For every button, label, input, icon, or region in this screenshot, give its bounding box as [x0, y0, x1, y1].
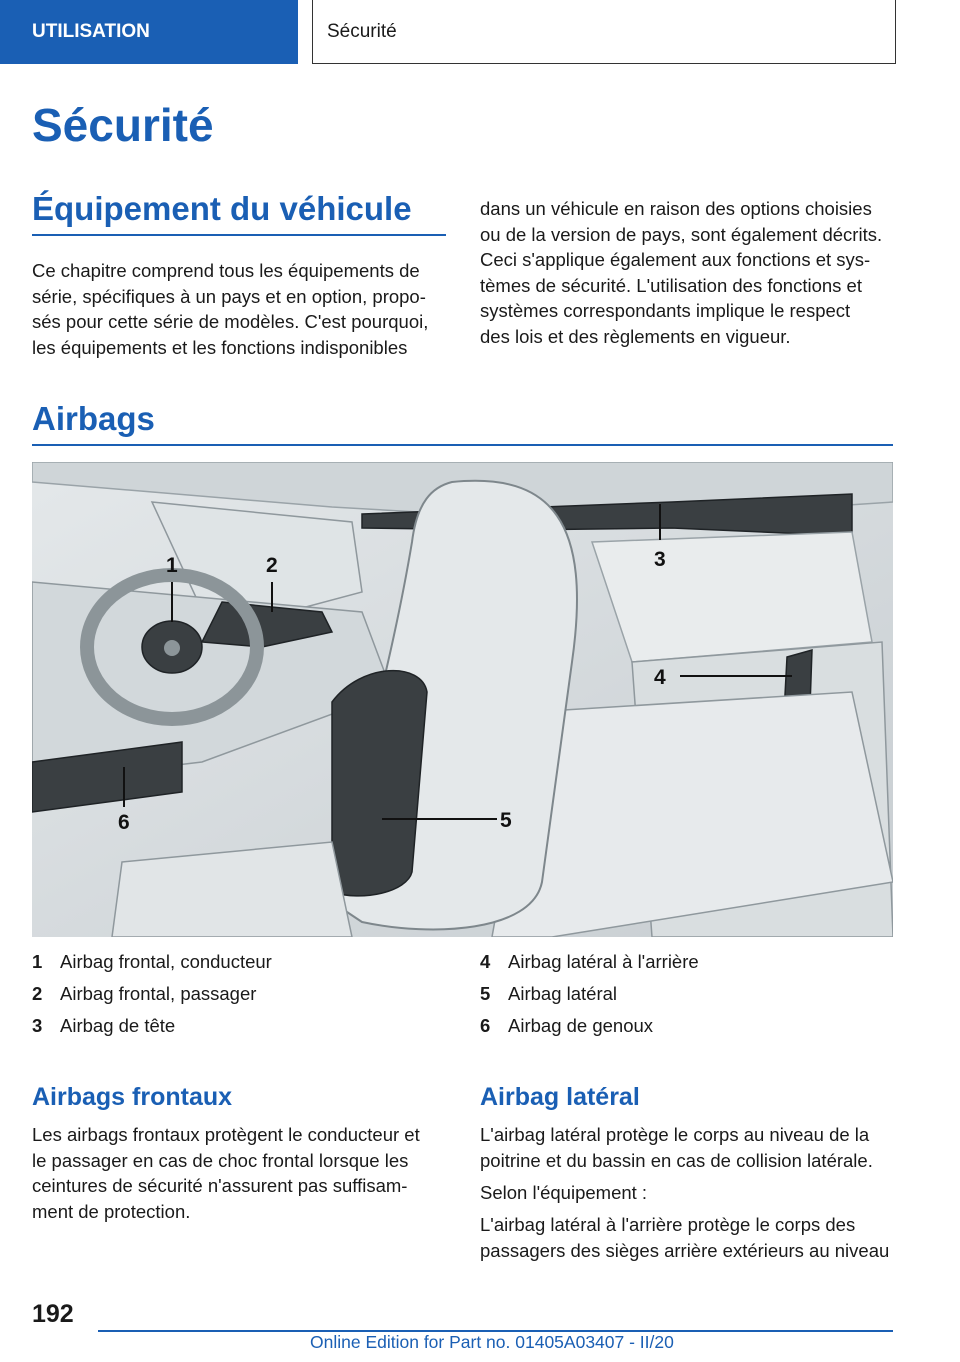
page-title: Sécurité — [32, 99, 214, 151]
equipment-text-right — [480, 196, 882, 349]
lateral-text-2: Selon l'équipement : — [480, 1182, 648, 1203]
airbags-rule — [32, 444, 893, 446]
legend-num: 1 — [32, 951, 43, 972]
lateral-heading: Airbag latéral — [480, 1083, 640, 1111]
line: systèmes correspondants implique le respect — [480, 300, 851, 321]
legend-left — [32, 951, 272, 1047]
line: poitrine et du bassin en cas de collision latérale. — [480, 1149, 873, 1171]
line: série, spécifiques à un pays et en option, propo- — [32, 285, 426, 307]
legend-item — [32, 951, 272, 983]
legend-item — [480, 1015, 699, 1047]
lateral-text-3 — [480, 1212, 889, 1263]
legend-num: 4 — [480, 951, 491, 972]
line: le passager en cas de choc frontal lorsque les — [32, 1149, 409, 1171]
callout-4: 4 — [654, 666, 666, 689]
line: Ce chapitre comprend tous les équipements de — [32, 260, 420, 281]
legend-item — [480, 983, 699, 1015]
line: ment de protection. — [32, 1200, 191, 1222]
line: tèmes de sécurité. L'utilisation des fonctions et — [480, 274, 862, 296]
page-number: 192 — [32, 1300, 74, 1328]
airbags-heading: Airbags — [32, 400, 155, 437]
section-tab — [0, 0, 298, 64]
frontal-heading: Airbags frontaux — [32, 1083, 233, 1111]
line: ou de la version de pays, sont également décrits. — [480, 223, 883, 245]
line: sés pour cette série de modèles. C'est pourquoi, — [32, 311, 429, 332]
callout-1: 1 — [166, 554, 178, 577]
legend-label: Airbag de genoux — [508, 1015, 654, 1036]
chapter-label: Sécurité — [327, 20, 397, 42]
callout-3: 3 — [654, 548, 666, 571]
legend-item — [32, 1015, 272, 1047]
legend-item — [480, 951, 699, 983]
lateral-text-1 — [480, 1122, 873, 1173]
line: L'airbag latéral à l'arrière protège le corps des — [480, 1214, 856, 1235]
legend-right — [480, 951, 699, 1047]
legend-item — [32, 983, 272, 1015]
equipment-rule — [32, 234, 446, 236]
legend-num: 6 — [480, 1015, 491, 1036]
callout-2: 2 — [266, 554, 278, 577]
equipment-heading: Équipement du véhicule — [32, 190, 412, 227]
line: Ceci s'applique également aux fonctions et sys- — [480, 249, 871, 270]
line: des lois et des règlements en vigueur. — [480, 325, 791, 347]
line: L'airbag latéral protège le corps au niveau de la — [480, 1124, 870, 1145]
chapter-tab — [312, 0, 896, 64]
line: les équipements et les fonctions indisponibles — [32, 336, 408, 358]
callout-5: 5 — [500, 809, 512, 832]
frontal-text — [32, 1122, 420, 1224]
legend-label: Airbag de tête — [60, 1015, 176, 1036]
line: passagers des sièges arrière extérieurs au niveau — [480, 1239, 890, 1261]
legend-num: 5 — [480, 983, 491, 1004]
legend-num: 3 — [32, 1015, 43, 1036]
legend-label: Airbag latéral — [508, 983, 618, 1004]
legend-label: Airbag frontal, conducteur — [60, 951, 272, 972]
equipment-text-left — [32, 258, 428, 360]
footer-edition: Online Edition for Part no. 01405A03407 - II/20 — [310, 1332, 674, 1352]
section-label: UTILISATION — [32, 21, 150, 42]
line: dans un véhicule en raison des options choisies — [480, 198, 872, 219]
legend-label: Airbag latéral à l'arrière — [508, 951, 699, 972]
line: ceintures de sécurité n'assurent pas suffisam- — [32, 1175, 408, 1196]
car-interior-drawing — [32, 462, 893, 937]
legend-label: Airbag frontal, passager — [60, 983, 257, 1004]
airbag-illustration — [32, 462, 893, 937]
callout-6: 6 — [118, 811, 130, 834]
line: Les airbags frontaux protègent le conducteur et — [32, 1124, 420, 1145]
legend-num: 2 — [32, 983, 43, 1004]
